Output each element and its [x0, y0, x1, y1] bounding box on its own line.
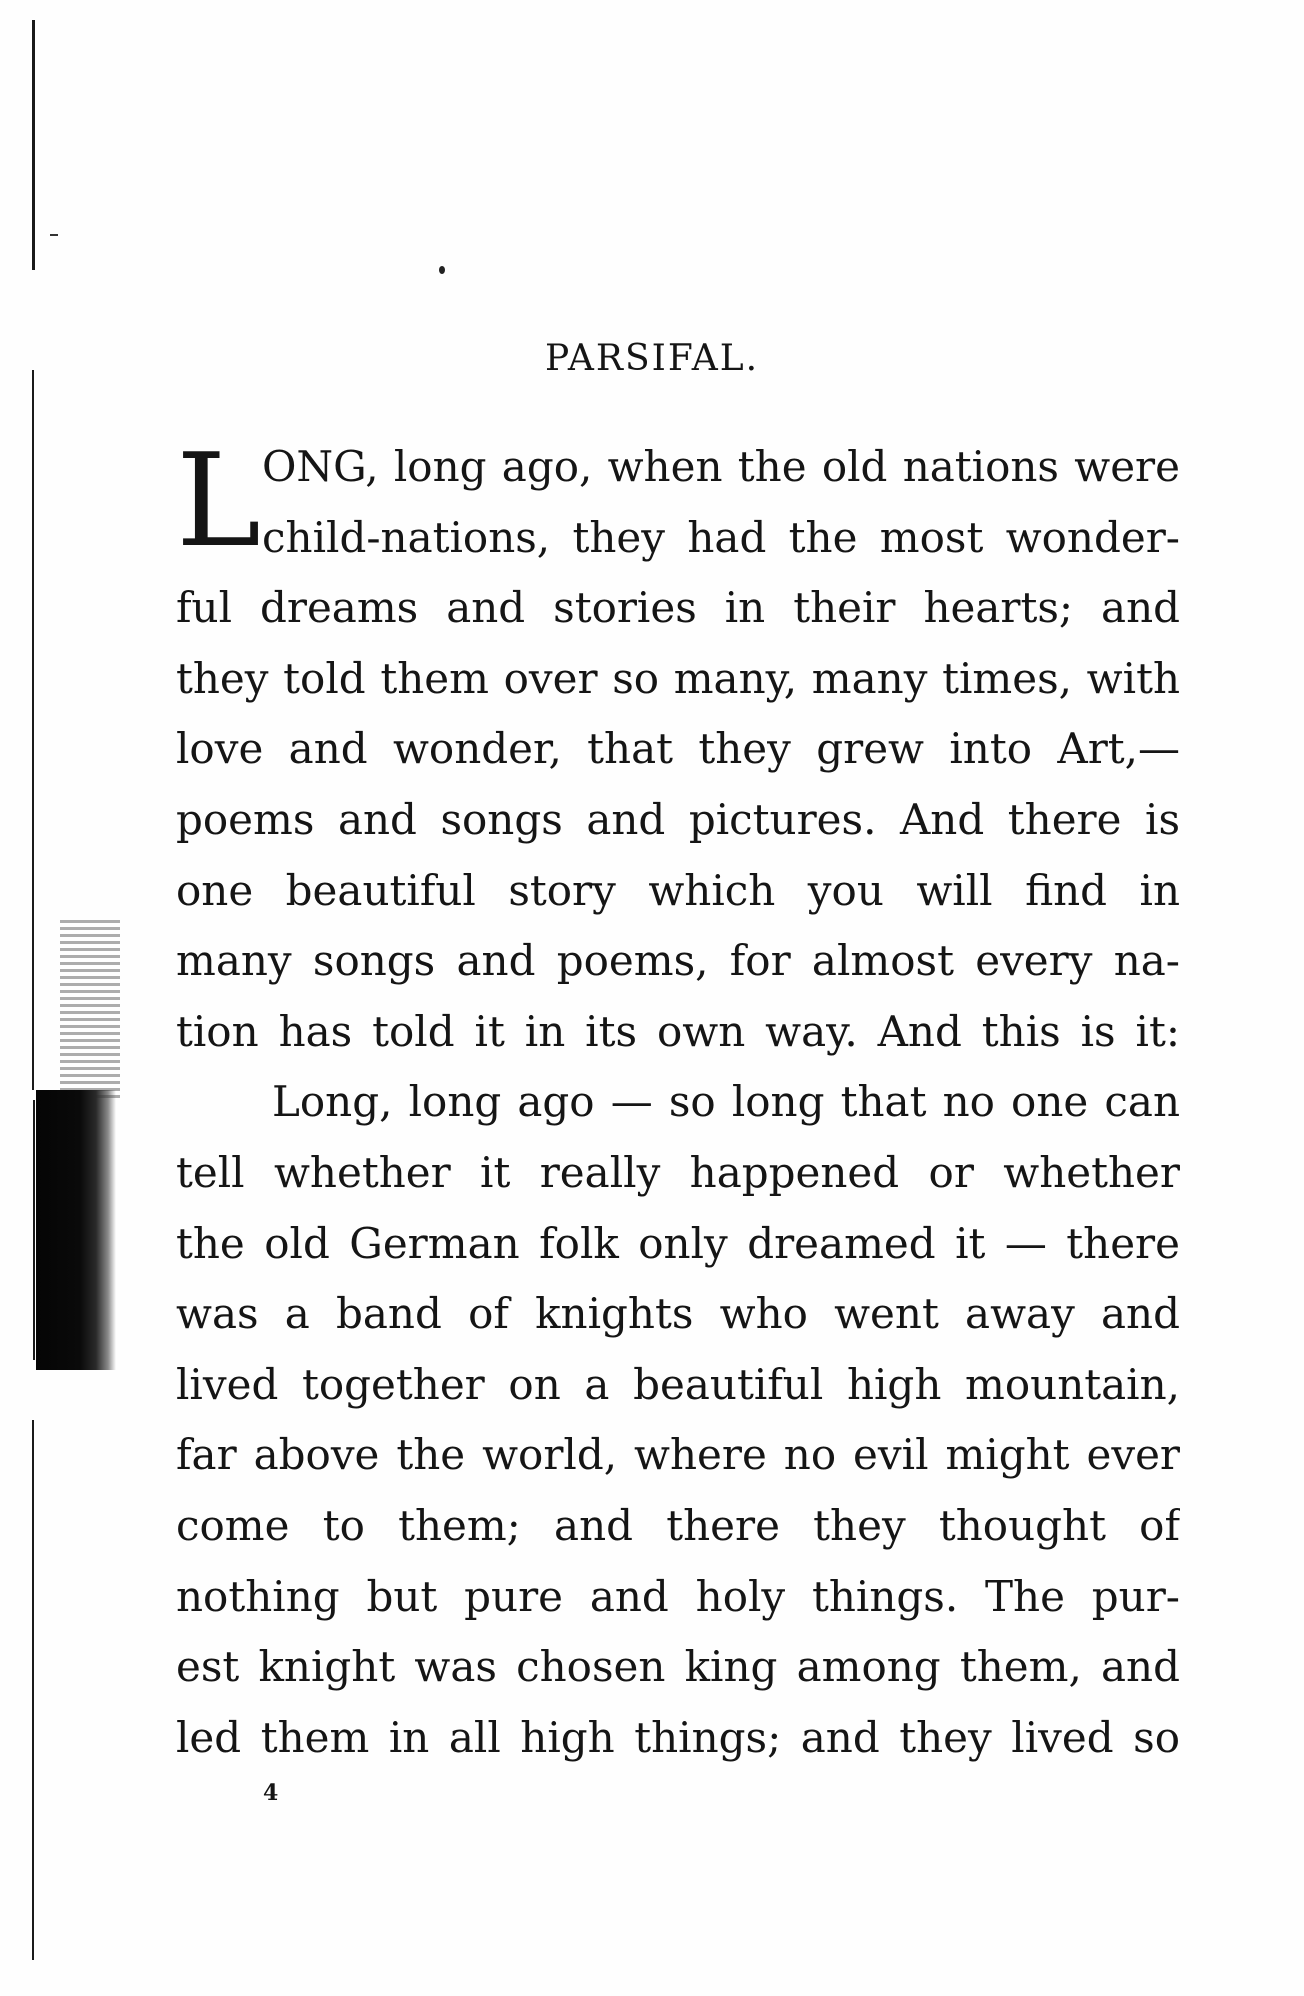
text-line: nothing but pure and holy things. The pur- — [176, 1571, 1180, 1621]
text-line: est knight was chosen king among them, and — [176, 1642, 1180, 1692]
text-line: come to them; and there they thought of — [176, 1500, 1180, 1550]
scan-edge-speckle — [60, 920, 120, 1100]
scan-edge-line — [33, 1100, 35, 1360]
text-line: one beautiful story which you will find in — [176, 865, 1180, 915]
text-line: tion has told it in its own way. And this is it: — [176, 1006, 1180, 1056]
scan-edge-line — [32, 370, 34, 1090]
scan-edge-line — [32, 20, 35, 270]
body-text — [176, 427, 1180, 1773]
running-head: PARSIFAL. — [544, 338, 760, 379]
drop-cap: L — [176, 427, 261, 576]
text-line: many songs and poems, for almost every na- — [176, 936, 1180, 986]
text-line: tell whether it really happened or whether — [176, 1147, 1180, 1197]
text-line: lived together on a beautiful high mountain, — [176, 1359, 1180, 1409]
text-line: was a band of knights who went away and — [176, 1289, 1180, 1339]
text-line: Long, long ago — so long that no one can — [272, 1077, 1180, 1127]
text-line: far above the world, where no evil might ever — [176, 1430, 1180, 1480]
scan-mark — [50, 234, 58, 236]
scan-mark — [439, 266, 445, 274]
text-line: they told them over so many, many times, with — [176, 653, 1180, 703]
text-line: the old German folk only dreamed it — there — [176, 1218, 1180, 1268]
text-line: love and wonder, that they grew into Art,— — [176, 724, 1180, 774]
scan-edge-shadow — [36, 1090, 116, 1370]
text-line: led them in all high things; and they lived so — [176, 1712, 1180, 1762]
page-number: 4 — [263, 1780, 279, 1806]
scan-edge-line — [32, 1420, 34, 1960]
text-line: ONG, long ago, when the old nations were — [262, 442, 1180, 491]
text-line: poems and songs and pictures. And there is — [176, 794, 1180, 844]
text-line: ful dreams and stories in their hearts; and — [176, 583, 1180, 633]
text-line: child-nations, they had the most wonder- — [262, 512, 1180, 562]
